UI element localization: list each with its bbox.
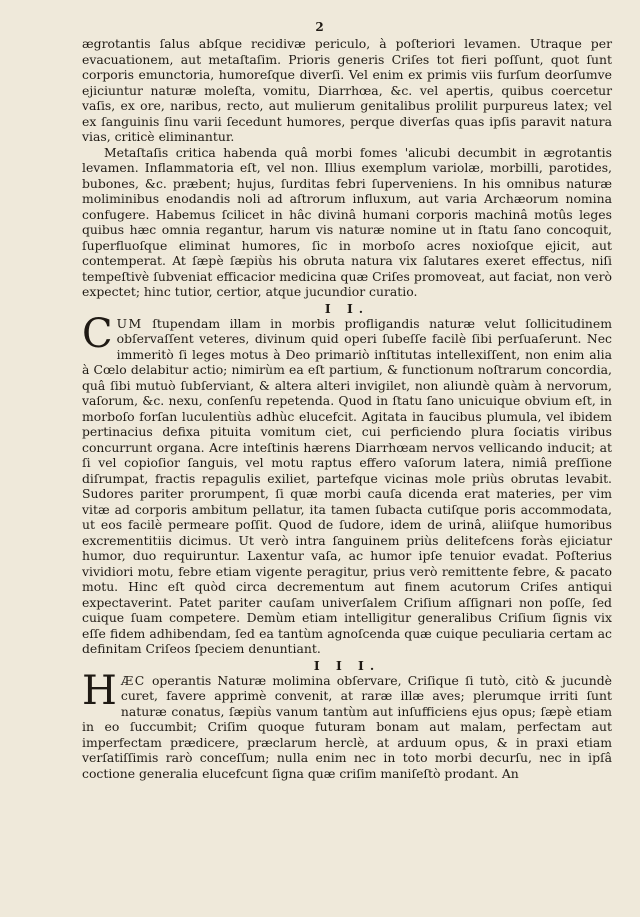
section-3-paragraph bbox=[82, 667, 612, 782]
page-number: 2 bbox=[315, 20, 325, 34]
section-number-2: I I. bbox=[324, 300, 370, 316]
intro-paragraph-1: ægrotantis ſalus abſque recidivæ periculo, à poſteriori levamen. Utraque per evacuationem, aut metaſtaſim. Prioris generis Criſes tot fieri poſſunt, quot ſunt corporis emunctoria, humoreſque diverſi. Vel enim ex primis viis furſum deorſumve ejiciuntur naturæ moleſta, vomitu, Diarrhœa, &c. vel apertis, quibus coercetur vaſis, ex ore, naribus, recto, aut mulierum genitalibus prolilit purpureus latex; vel ex ſanguinis ſinu varii ſecedunt humores, perque diverſas quas ipſis paravit natura vias, criticè eliminantur. bbox=[82, 36, 612, 144]
section-2-lead-word: UM bbox=[116, 315, 143, 331]
text-block bbox=[82, 36, 612, 781]
section-3-lead-word: ÆC bbox=[120, 672, 146, 688]
section-number-3: I I I. bbox=[313, 657, 381, 673]
drop-cap-c: C bbox=[82, 310, 113, 357]
section-2-text: ſtupendam illam in morbis profligandis naturæ velut ſollicitudinem obſervaſſent veteres, divinum quid operi ſubeſſe facilè ſibi perſuaſerunt. Nec immeritò ſi leges motus à Deo primariò inſtitutas intellexiſſent, non enim alia à Cœlo delabitur actio; nimirùm ea eſt partium, & functionum noſtrarum concordia, quâ ſibi mutuò ſubſerviant, & altera alteri invigilet, non aliundè quàm à nervorum, vaſorum, &c. nexu, conſenſu repetenda. Quod in ſtatu ſano unicuique obvium eſt, in morboſo forſan luculentiùs adhùc elucefcit. Agitata in faucibus plumula, vel ibidem pertinacius defixa pituita vomitum ciet, cui perficiendo plura ſociatis viribus concurrunt organa. Acre inteſtinis hærens Diarrhœam nervos vellicando inducit; at ſi vel copioſior ſanguis, vel motu raptus effero vaſorum latera, nimiâ preſſione diſrumpat, fractis repagulis exiliet, partefque vicinas mole priùs obrutas levabit. Sudores pariter prorumpent, ſi quæ morbi cauſa dicenda erat materies, per vim vitæ ad corporis ambitum pellatur, ita tamen ſubacta cutiſque poris accommodata, ut eos facilè permeare poſſit. Quod de ſudore, idem de urinâ, aliiſque humoribus excrementitiis dicimus. Ut verò intra ſanguinem priùs delitefcens foràs ejiciatur humor, duo requiruntur. Laxentur vaſa, ac humor ipſe tenuior evadat. Poſterius vividiori motu, febre etiam vigente peragitur, prius verò remittente febre, & pacato motu. Hinc eſt quòd circa decrementum aut finem acutorum Criſes antiqui expectaverint. Patet pariter cauſam univerſalem Criſium aſſignari non poſſe, ſed cuique ſuam competere. Demùm etiam intelligitur generalibus Criſium ſignis vix eſſe fidem adhibendam, ſed ea tantùm agnoſcenda quæ cuique peculiaria certam ac definitam Criſeos ſpeciem denuntiant. bbox=[82, 315, 612, 656]
section-2-paragraph bbox=[82, 310, 612, 657]
intro-paragraph-2: Metaſtaſis critica habenda quâ morbi fomes 'alicubi decumbit in ægrotantis levamen. Inflammatoria eſt, vel non. Illius exemplum variolæ, morbilli, parotides, bubones, &c. præbent; hujus, ſurditas febri ſuperveniens. In his omnibus naturæ moliminibus enodandis noli ad aſtrorum influxum, aut varia Archæorum nomina confugere. Habemus ſcilicet in hâc divinâ humani corporis machinâ motûs leges quibus hæc omnia regantur, harum vis naturæ nomine ut in ſtatu ſano concoquit, ſuperfluoſque eliminat humores, ſic in morboſo acres noxioſque ejicit, aut contemperat. At ſæpè ſæpiùs his obruta natura vix ſalutares exeret effectus, niſi tempeſtivè ſubveniat efficacior medicina quæ Criſes promoveat, aut faciat, non verò expectet; hinc tutior, certior, atque jucundior curatio. bbox=[82, 144, 612, 299]
drop-cap-h: H bbox=[82, 667, 117, 714]
section-3-text: operantis Naturæ molimina obſervare, Criſique ſi tutò, citò & jucundè curet, favere apprimè convenit, at raræ illæ aves; plerumque irriti ſunt naturæ conatus, ſæpiùs vanum tantùm aut inſufficiens ejus opus; ſæpè etiam in eo ſuccumbit; Criſim quoque futuram bonam aut malam, perfectam aut imperfectam prædicere, præclarum herclè, at arduum opus, & in praxi etiam verſatiſſimis rarò conceſſum; nulla enim nec in toto morbi decurſu, nec in ipſâ coctione generalia elucefcunt ſigna quæ criſim maniſeſtò prodant. An bbox=[82, 672, 612, 781]
